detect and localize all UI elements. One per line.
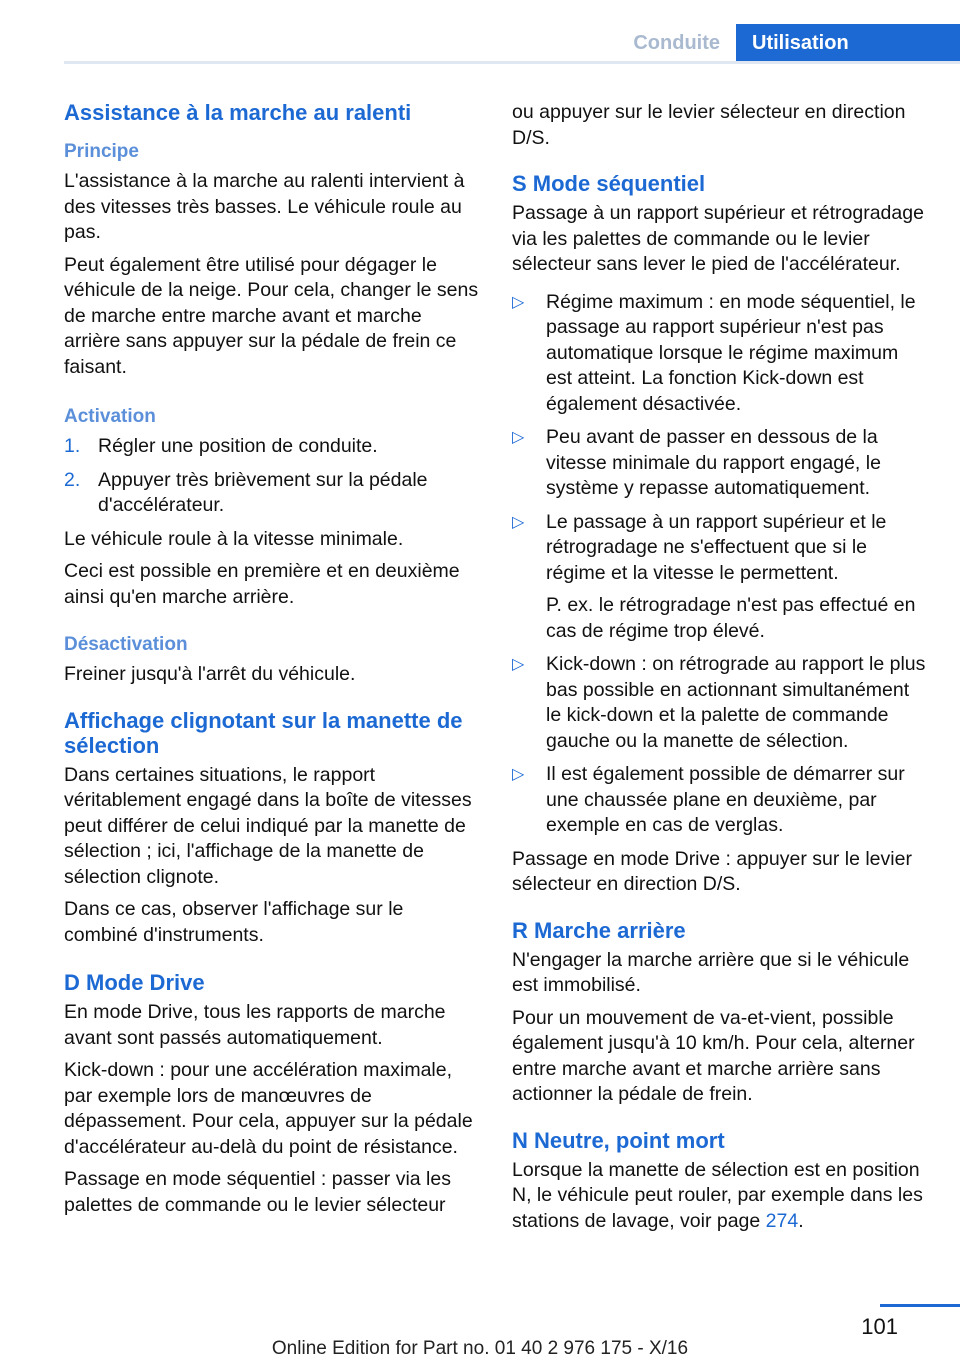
list-item (512, 762, 927, 839)
list-item (512, 652, 927, 754)
heading-sequentiel: S Mode séquentiel (512, 171, 706, 196)
left-column (64, 100, 479, 1225)
step-text: Régler une position de conduite. (98, 435, 378, 457)
header-tabs (617, 24, 960, 62)
footer-edition: Online Edition for Part no. 01 40 2 976 175 - X/16 (271, 1338, 689, 1359)
heading-principe: Principe (64, 141, 139, 162)
list-item (512, 290, 927, 418)
heading-desactivation: Désactivation (64, 634, 188, 655)
paragraph: Passage en mode séquentiel : passer via les palettes de commande ou le levier sélecteur (64, 1168, 451, 1216)
paragraph: Peut également être utilisé pour dégager le véhicule de la neige. Pour cela, changer le sens de marche entre marche avant et marche arrière sans appuyer sur la pédale de frein ce faisant. (64, 253, 479, 378)
header-divider (64, 61, 960, 64)
tab-conduite[interactable]: Conduite (617, 24, 736, 62)
paragraph-text: Lorsque la manette de sélection est en position N, le véhicule peut rouler, par exemple dans les stations de lavage, voir page (512, 1158, 923, 1232)
paragraph: Le véhicule roule à la vitesse minimale. (64, 527, 404, 550)
list-item (64, 434, 479, 460)
triangle-bullet-icon: ▷ (512, 513, 525, 531)
paragraph: Pour un mouvement de va-et-vient, possible également jusqu'à 10 km/h. Pour cela, alterner entre marche avant et marche arrière sans actionner la pédale de frein. (512, 1006, 915, 1105)
step-text: Appuyer très brièvement sur la pédale d'accélérateur. (98, 468, 428, 516)
heading-activation: Activation (64, 406, 156, 427)
bullet-text: Régime maximum : en mode séquentiel, le passage au rapport supérieur n'est pas automatique lorsque le régime maximum est atteint. La fonction Kick-down est également désactivée. (546, 290, 916, 415)
triangle-bullet-icon: ▷ (512, 429, 525, 446)
list-item (512, 510, 927, 645)
sequentiel-bullets (512, 290, 927, 839)
paragraph-neutre (512, 1158, 927, 1235)
bullet-text: Kick-down : on rétrograde au rapport le plus bas possible en actionnant simultanément le kick-down et la palette de commande gauche ou la manette de sélection. (546, 653, 926, 752)
paragraph: Passage à un rapport supérieur et rétrogradage via les palettes de commande ou le levier sélecteur sans lever le pied de l'accélérateur. (512, 202, 924, 275)
triangle-bullet-icon: ▷ (512, 656, 525, 673)
heading-arriere: R Marche arrière (512, 917, 686, 943)
right-column (512, 100, 927, 1241)
paragraph: Passage en mode Drive : appuyer sur le levier sélecteur en direction D/S. (512, 847, 912, 895)
paragraph: Kick-down : pour une accélération maximale, par exemple lors de manœuvres de dépassement. Pour cela, appuyer sur la pédale d'accélérateur au-delà du point de résistance. (64, 1059, 473, 1158)
paragraph-end: . (798, 1209, 804, 1232)
heading-affichage: Affichage clignotant sur la manette de sélection (64, 707, 463, 758)
paragraph: En mode Drive, tous les rapports de marche avant sont passés automatiquement. (64, 1001, 446, 1049)
heading-neutre: N Neutre, point mort (512, 1127, 725, 1153)
triangle-bullet-icon: ▷ (512, 766, 525, 783)
step-number: 2. (64, 468, 81, 491)
bullet-text: Le passage à un rapport supérieur et le rétrogradage ne s'effectuent que si le régime et la vitesse le permettent. (546, 510, 887, 584)
activation-steps (64, 434, 479, 519)
paragraph: N'engager la marche arrière que si le véhicule est immobilisé. (512, 948, 910, 996)
bullet-text: Peu avant de passer en dessous de la vitesse minimale du rapport engagé, le système y repasse automatiquement. (546, 426, 881, 499)
footer-accent-rule (880, 1304, 960, 1307)
page-reference-link[interactable]: 274 (765, 1209, 799, 1232)
step-number: 1. (64, 435, 81, 457)
paragraph: Dans certaines situations, le rapport véritablement engagé dans la boîte de vitesses peut différer de celui indiqué par la manette de sélection ; ici, l'affichage de la manette de sélection clignote. (64, 763, 472, 888)
list-item (512, 425, 927, 502)
page-number: 101 (861, 1314, 898, 1339)
triangle-bullet-icon: ▷ (512, 293, 525, 311)
paragraph: ou appuyer sur le levier sélecteur en direction D/S. (512, 101, 906, 149)
paragraph: Ceci est possible en première et en deuxième ainsi qu'en marche arrière. (64, 560, 460, 608)
paragraph: Dans ce cas, observer l'affichage sur le combiné d'instruments. (64, 898, 404, 946)
bullet-extra-text: P. ex. le rétrogradage n'est pas effectué en cas de régime trop élevé. (546, 594, 916, 642)
heading-drive: D Mode Drive (64, 970, 205, 995)
heading-assistance: Assistance à la marche au ralenti (64, 100, 412, 125)
list-item (64, 468, 479, 519)
paragraph: L'assistance à la marche au ralenti intervient à des vitesses très basses. Le véhicule roule au pas. (64, 170, 465, 243)
tab-utilisation[interactable]: Utilisation (736, 24, 960, 62)
bullet-text: Il est également possible de démarrer sur une chaussée plane en deuxième, par exemple en cas de verglas. (546, 763, 905, 836)
paragraph: Freiner jusqu'à l'arrêt du véhicule. (64, 663, 356, 685)
